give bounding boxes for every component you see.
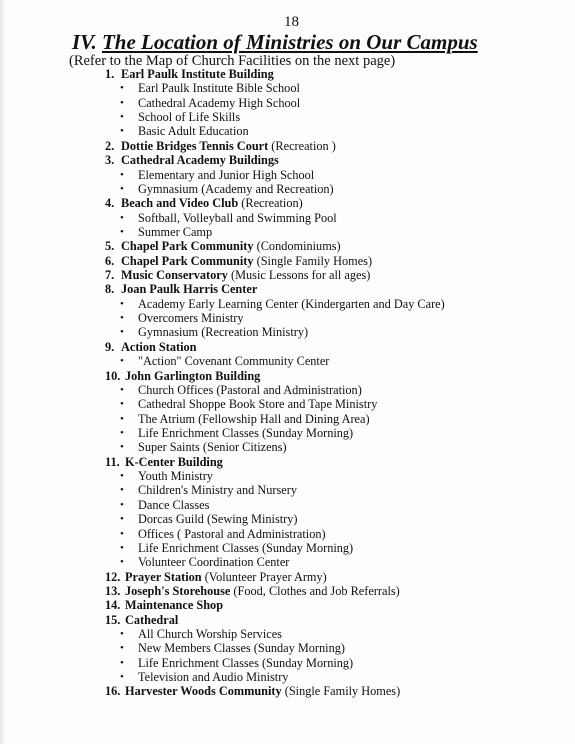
ministry-subitem [0,96,575,110]
building-number: 10. [105,368,121,383]
building-description: (Single Family Homes) [281,684,401,699]
ministry-subitem [0,81,575,95]
ministry-subitem-text: Super Saints (Senior Citizens) [138,440,287,455]
building-number: 12. [105,569,121,584]
building-number: 5. [105,239,115,254]
building-number: 13. [105,583,121,598]
ministry-subitem [0,297,575,311]
building-item [0,254,575,268]
ministry-subitem [0,440,575,454]
building-number: 4. [105,196,115,211]
bullet-icon: • [120,398,124,411]
ministry-subitem-text: Summer Camp [138,224,213,239]
ministry-subitem-text: New Members Classes (Sunday Morning) [138,641,345,656]
bullet-icon: • [120,628,124,641]
bullet-icon: • [120,513,124,526]
building-description: (Recreation ) [268,138,336,153]
bullet-icon: • [120,541,124,554]
bullet-icon: • [120,484,124,497]
building-description: (Condominiums) [253,239,341,254]
building-item [0,369,575,383]
building-description: (Food, Clothes and Job Referrals) [230,583,400,598]
bullet-icon: • [120,355,124,368]
building-item [0,268,575,282]
building-name: Joan Paulk Harris Center [121,282,258,297]
building-entry [121,67,274,81]
ministry-subitem [0,110,575,124]
ministry-subitem [0,512,575,526]
bullet-icon: • [120,426,124,439]
building-entry [125,369,260,383]
building-entry [121,239,341,253]
building-item [0,340,575,354]
ministry-subitem-text: Life Enrichment Classes (Sunday Morning) [138,425,354,440]
bullet-icon: • [120,656,124,669]
building-name: Prayer Station [125,569,202,584]
building-name: Action Station [121,339,197,354]
ministry-subitem [0,426,575,440]
building-name: Dottie Bridges Tennis Court [121,138,269,153]
building-number: 9. [105,339,115,354]
building-description: (Music Lessons for all ages) [227,268,371,283]
building-item [0,239,575,253]
building-item [0,196,575,210]
section-numeral: IV. [72,30,97,54]
building-number: 1. [105,67,115,81]
building-number: 3. [105,153,115,168]
ministry-subitem-text: Church Offices (Pastoral and Administration) [138,382,362,397]
bullet-icon: • [120,182,124,195]
ministry-subitem [0,397,575,411]
page-number: 18 [284,14,299,30]
building-number: 15. [105,612,121,627]
ministry-subitem [0,656,575,670]
ministry-subitem [0,383,575,397]
bullet-icon: • [120,498,124,511]
ministry-subitem [0,670,575,684]
building-name: Harvester Woods Community [125,684,282,699]
bullet-icon: • [120,211,124,224]
ministry-subitem-text: Academy Early Learning Center (Kindergarten and Day Care) [138,296,445,311]
bullet-icon: • [120,111,124,124]
bullet-icon: • [120,470,124,483]
building-entry [125,455,223,469]
ministry-subitem [0,225,575,239]
building-entry [125,598,223,612]
building-name: Beach and Video Club [121,196,239,211]
bullet-icon: • [120,326,124,339]
bullet-icon: • [120,96,124,109]
ministry-subitem [0,541,575,555]
ministry-subitem-text: Cathedral Academy High School [138,95,301,110]
bullet-icon: • [120,125,124,138]
building-name: Chapel Park Community [121,253,254,268]
ministry-subitem-text: Cathedral Shoppe Book Store and Tape Ministry [138,397,378,412]
ministry-subitem [0,627,575,641]
ministry-subitem-text: School of Life Skills [138,110,241,125]
building-name: Music Conservatory [121,268,228,283]
building-description: (Single Family Homes) [253,253,373,268]
ministry-subitem-text: All Church Worship Services [138,627,282,642]
building-entry [125,684,400,698]
bullet-icon: • [120,441,124,454]
building-entry [121,139,336,153]
building-name: K-Center Building [125,454,223,469]
ministry-subitem [0,641,575,655]
ministry-subitem [0,124,575,138]
building-name: Joseph's Storehouse [125,583,231,598]
building-number: 2. [105,138,115,153]
bullet-icon: • [120,412,124,425]
ministry-subitem [0,311,575,325]
ministry-subitem [0,469,575,483]
building-entry [121,340,197,354]
bullet-icon: • [120,671,124,684]
ministry-subitem-text: Dance Classes [138,497,210,512]
subtitle-note: (Refer to the Map of Church Facilities on the next page) [69,53,396,69]
bullet-icon: • [120,642,124,655]
section-title-text: The Location of Ministries on Our Campus [101,30,478,54]
ministry-subitem-text: Youth Ministry [138,469,213,484]
ministry-subitem [0,483,575,497]
building-entry [121,282,257,296]
building-item [0,684,575,698]
building-number: 7. [105,268,115,283]
ministry-subitem [0,412,575,426]
ministry-subitem-text: Earl Paulk Institute Bible School [138,81,300,96]
building-item [0,282,575,296]
ministry-subitem-text: Basic Adult Education [138,124,249,139]
ministry-subitem [0,354,575,368]
bullet-icon: • [120,383,124,396]
building-name: Earl Paulk Institute Building [121,67,274,81]
building-name: Cathedral Academy Buildings [121,153,279,168]
ministry-subitem [0,527,575,541]
building-entry [121,196,303,210]
building-item [0,598,575,612]
ministry-subitem-text: Softball, Volleyball and Swimming Pool [138,210,337,225]
ministry-subitem-text: Volunteer Coordination Center [138,555,290,570]
bullet-icon: • [120,312,124,325]
building-entry [125,613,178,627]
ministry-subitem [0,555,575,569]
building-entry [121,153,279,167]
building-item [0,455,575,469]
ministry-subitem [0,168,575,182]
ministry-subitem [0,325,575,339]
building-description: (Recreation) [238,196,303,211]
building-entry [121,254,372,268]
building-entry [121,268,370,282]
ministry-subitem-text: Television and Audio Ministry [138,670,289,685]
ministry-subitem-text: Elementary and Junior High School [138,167,315,182]
ministry-subitem-text: "Action" Covenant Community Center [138,354,330,369]
building-description: (Volunteer Prayer Army) [201,569,327,584]
building-item [0,613,575,627]
bullet-icon: • [120,168,124,181]
ministry-subitem-text: The Atrium (Fellowship Hall and Dining Area) [138,411,370,426]
building-item [0,584,575,598]
building-entry [125,584,400,598]
building-number: 16. [105,684,121,699]
ministry-subitem-text: Life Enrichment Classes (Sunday Morning) [138,655,354,670]
building-item [0,67,575,81]
ministry-subitem-text: Gymnasium (Academy and Recreation) [138,181,334,196]
bullet-icon: • [120,297,124,310]
bullet-icon: • [120,527,124,540]
bullet-icon: • [120,82,124,95]
bullet-icon: • [120,225,124,238]
building-number: 6. [105,253,115,268]
building-name: Chapel Park Community [121,239,254,254]
building-item [0,153,575,167]
building-number: 11. [105,454,120,469]
building-number: 14. [105,598,121,613]
ministry-subitem [0,211,575,225]
ministry-subitem-text: Offices ( Pastoral and Administration) [138,526,326,541]
ministry-subitem-text: Life Enrichment Classes (Sunday Morning) [138,540,354,555]
ministry-subitem [0,498,575,512]
ministry-location-list [0,67,575,699]
building-name: Cathedral [125,612,179,627]
bullet-icon: • [120,556,124,569]
ministry-subitem-text: Dorcas Guild (Sewing Ministry) [138,512,298,527]
building-item [0,570,575,584]
ministry-subitem-text: Children's Ministry and Nursery [138,483,297,498]
building-entry [125,570,327,584]
building-number: 8. [105,282,115,297]
ministry-subitem-text: Overcomers Ministry [138,311,244,326]
section-title [72,30,478,55]
building-item [0,139,575,153]
ministry-subitem [0,182,575,196]
building-name: John Garlington Building [125,368,261,383]
ministry-subitem-text: Gymnasium (Recreation Ministry) [138,325,309,340]
building-name: Maintenance Shop [125,598,224,613]
